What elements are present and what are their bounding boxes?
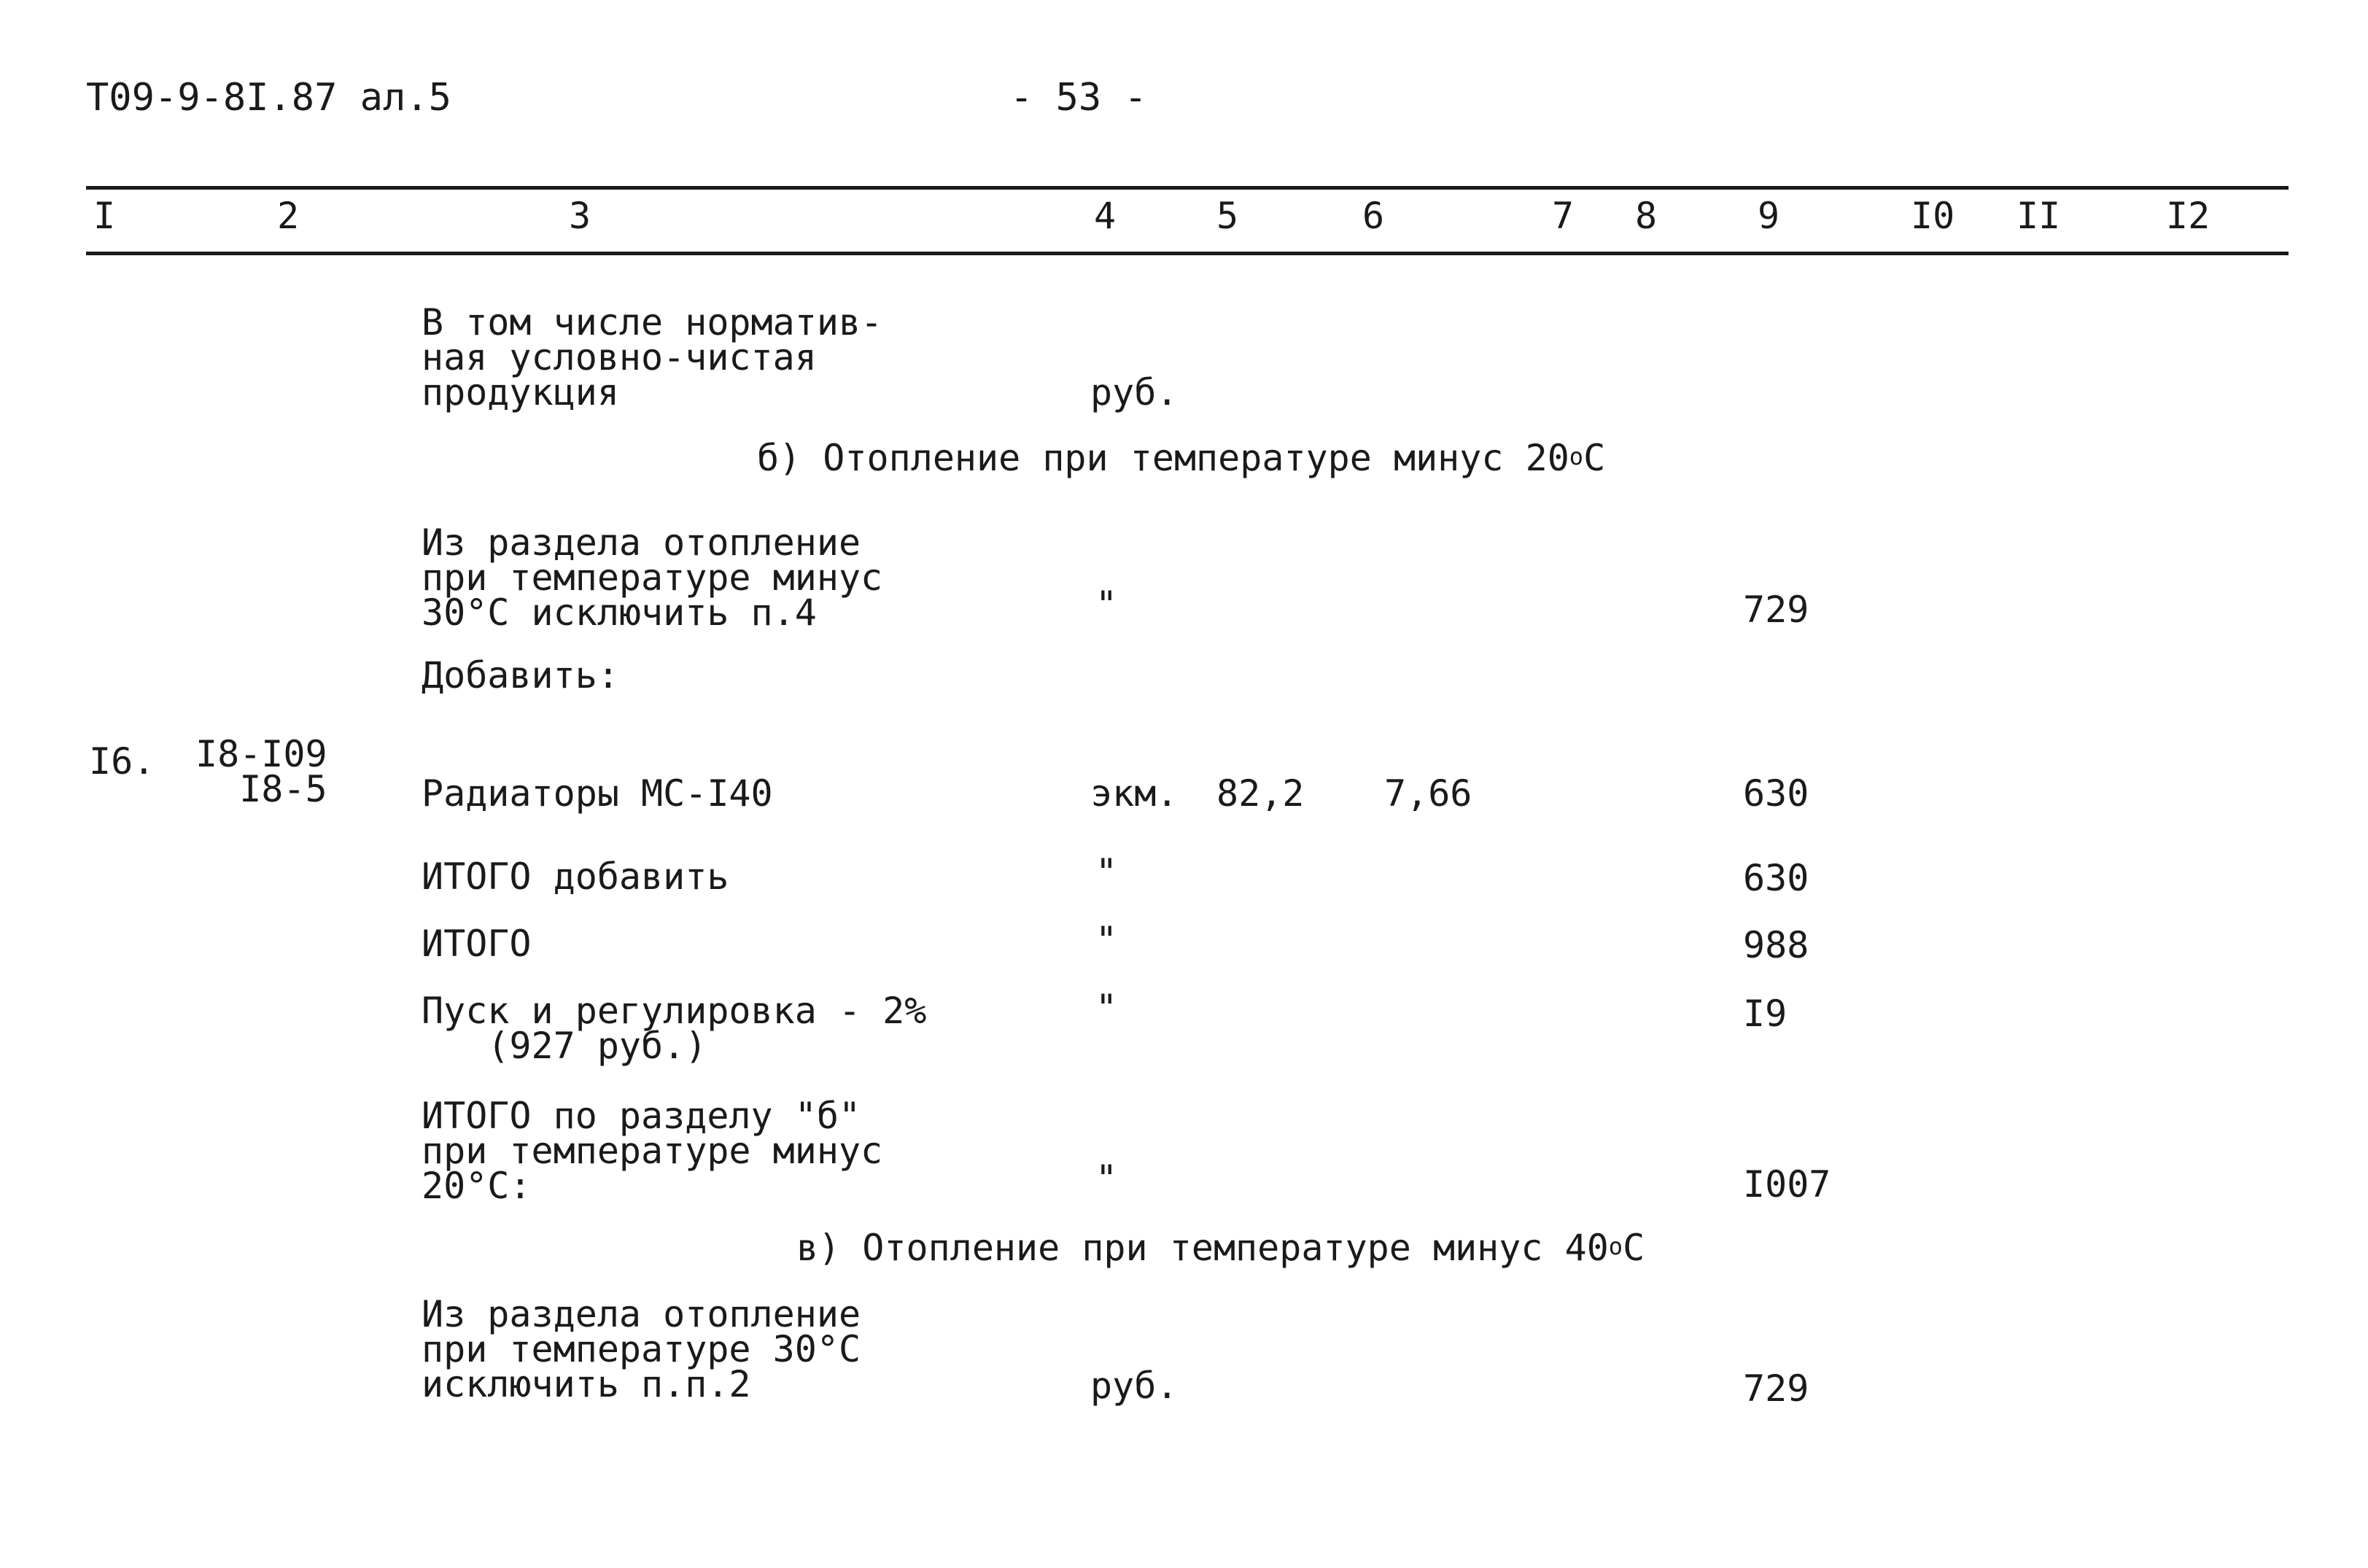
row-unit: " (1095, 919, 1118, 961)
section-title-c-tail: С (1623, 1227, 1645, 1269)
add-label: Добавить: (422, 654, 619, 696)
column-header-12: I2 (2166, 195, 2210, 237)
column-header-7: 7 (1552, 195, 1575, 237)
row-code: I8-I09 I8-5 (195, 733, 327, 810)
document-code: Т09-9-8I.87 ал.5 (86, 76, 451, 120)
section-title-b-text: б) Отопление при температуре минус 20 (757, 437, 1569, 479)
column-header-11: II (2016, 195, 2061, 237)
row-description: Из раздела отопление при температуре 30°С исключить п.п.2 (422, 1293, 861, 1405)
row-col9-value: 729 (1743, 589, 1809, 631)
row-col6-value: 7,66 (1384, 772, 1472, 815)
table-header-rule (86, 252, 2289, 255)
degree-sign: о (1569, 443, 1584, 470)
row-col9-value: 630 (1743, 857, 1809, 899)
row-description: ИТОГО (422, 923, 532, 965)
row-description: Радиаторы МС-I40 (422, 772, 773, 815)
row-col5-value: 82,2 (1216, 772, 1305, 815)
row-description: ИТОГО по разделу "б" при температуре минус 20°С: (422, 1095, 883, 1207)
column-header-10: I0 (1911, 195, 1955, 237)
degree-sign: о (1608, 1233, 1623, 1260)
column-header-1: I (93, 195, 116, 237)
row-unit: " (1095, 583, 1118, 626)
table-top-rule (86, 186, 2289, 190)
row-col9-value: I9 (1743, 993, 1787, 1035)
row-description: Из раздела отопление при температуре минус 30°С исключить п.4 (422, 521, 883, 634)
column-header-5: 5 (1216, 195, 1239, 237)
row-description: ИТОГО добавить (422, 855, 729, 898)
row-col9-value: 988 (1743, 924, 1809, 966)
row-col9-value: 630 (1743, 772, 1809, 815)
row-unit: руб. (1090, 371, 1179, 414)
page-number: - 53 - (1010, 76, 1147, 120)
row-description: В том числе норматив- ная условно-чистая продукция (422, 301, 883, 414)
column-header-6: 6 (1362, 195, 1385, 237)
column-header-3: 3 (569, 195, 591, 237)
column-header-9: 9 (1758, 195, 1780, 237)
row-unit: " (1095, 851, 1118, 893)
column-header-8: 8 (1635, 195, 1658, 237)
row-col9-value: 729 (1743, 1367, 1809, 1410)
row-unit: руб. (1090, 1365, 1179, 1407)
row-unit: " (1095, 1157, 1118, 1200)
row-col9-value: I007 (1743, 1163, 1831, 1206)
column-header-4: 4 (1094, 195, 1117, 237)
section-title-b-tail: С (1583, 437, 1606, 479)
row-description: Пуск и регулировка - 2% (927 руб.) (422, 990, 927, 1067)
row-unit: экм. (1090, 772, 1179, 815)
section-title-b (757, 438, 1605, 483)
section-title-c (796, 1227, 1645, 1273)
column-header-2: 2 (277, 195, 300, 237)
section-title-c-text: в) Отопление при температуре минус 40 (796, 1227, 1609, 1269)
row-unit: " (1095, 987, 1118, 1029)
row-number: I6. (89, 740, 155, 783)
